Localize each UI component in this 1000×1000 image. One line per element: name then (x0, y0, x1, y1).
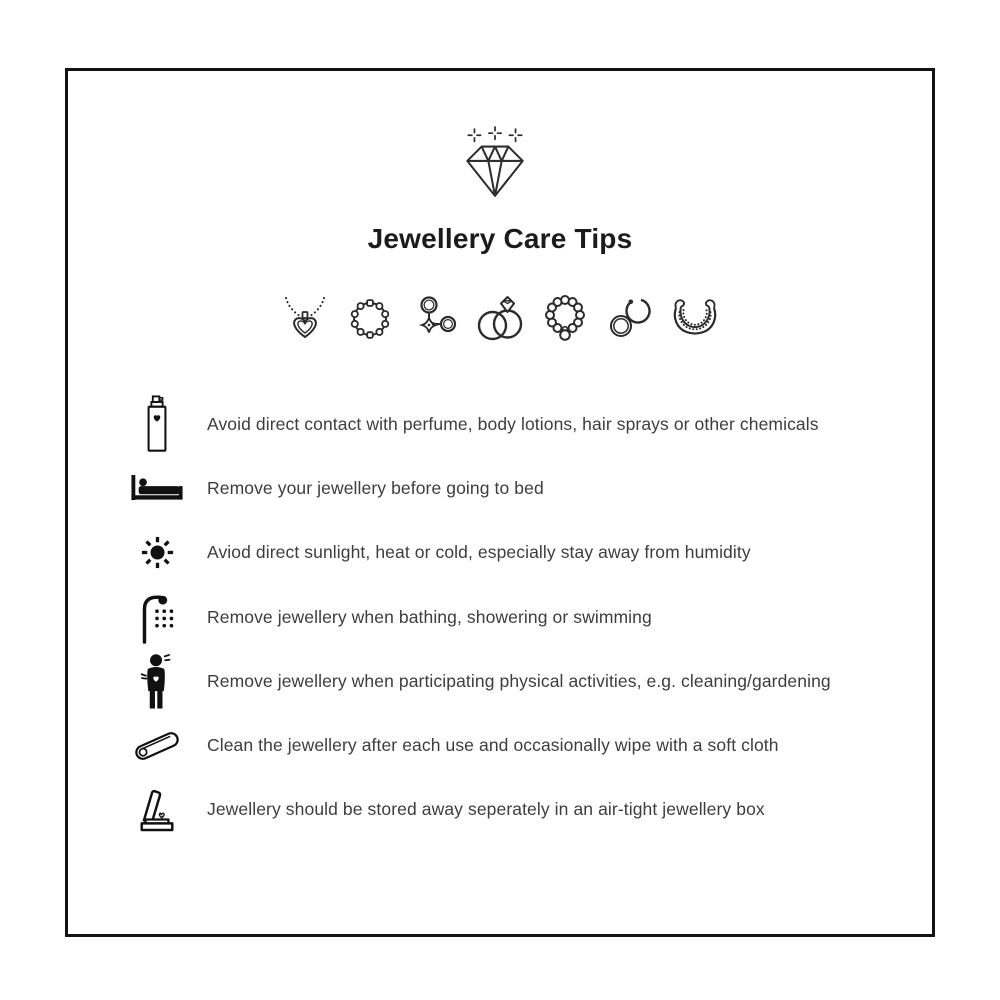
physical-activity-person-icon (134, 653, 180, 709)
tip-row (130, 456, 930, 520)
tip-icon (130, 534, 184, 571)
perfume-spray-bottle-icon (144, 395, 170, 453)
tips-list (130, 392, 930, 842)
tip-row (130, 392, 930, 456)
tip-row (130, 778, 930, 842)
tip-icon (130, 395, 184, 453)
tip-icon (130, 474, 184, 503)
soft-cloth-icon (132, 724, 182, 768)
tip-icon (130, 653, 184, 709)
tip-text: Aviod direct sunlight, heat or cold, especially stay away from humidity (207, 542, 751, 563)
jewellery-box-icon (136, 786, 178, 833)
sparkles (468, 127, 521, 141)
page-title: Jewellery Care Tips (367, 223, 633, 254)
tip-text: Clean the jewellery after each use and occasionally wipe with a soft cloth (207, 735, 779, 756)
hoop-earrings-icon (604, 292, 656, 344)
tip-text: Avoid direct contact with perfume, body lotions, hair sprays or other chemicals (207, 413, 819, 434)
shower-icon (137, 590, 177, 644)
tip-row (130, 649, 930, 713)
stud-earrings-icon (409, 292, 461, 344)
heart-pendant-necklace-icon (279, 292, 331, 344)
tip-text: Remove jewellery when bathing, showering or swimming (207, 606, 652, 627)
tip-icon (130, 590, 184, 644)
tip-row (130, 521, 930, 585)
tip-row (130, 713, 930, 777)
pearl-necklace-icon (539, 292, 591, 344)
tip-text: Jewellery should be stored away seperately in an air-tight jewellery box (207, 799, 765, 820)
bangle-cuff-icon (669, 292, 721, 344)
tip-icon (130, 724, 184, 768)
diamond-rings-icon (474, 292, 526, 344)
tip-row (130, 585, 930, 649)
sun-icon (139, 534, 176, 571)
tip-text: Remove your jewellery before going to bed (207, 477, 544, 498)
tip-text: Remove jewellery when participating physical activities, e.g. cleaning/gardening (207, 670, 831, 691)
diamond-sparkle-icon (462, 126, 528, 207)
jewellery-icons-row (0, 292, 1000, 344)
beaded-bracelet-icon (344, 292, 396, 344)
tip-icon (130, 786, 184, 833)
bed-icon (130, 474, 184, 503)
